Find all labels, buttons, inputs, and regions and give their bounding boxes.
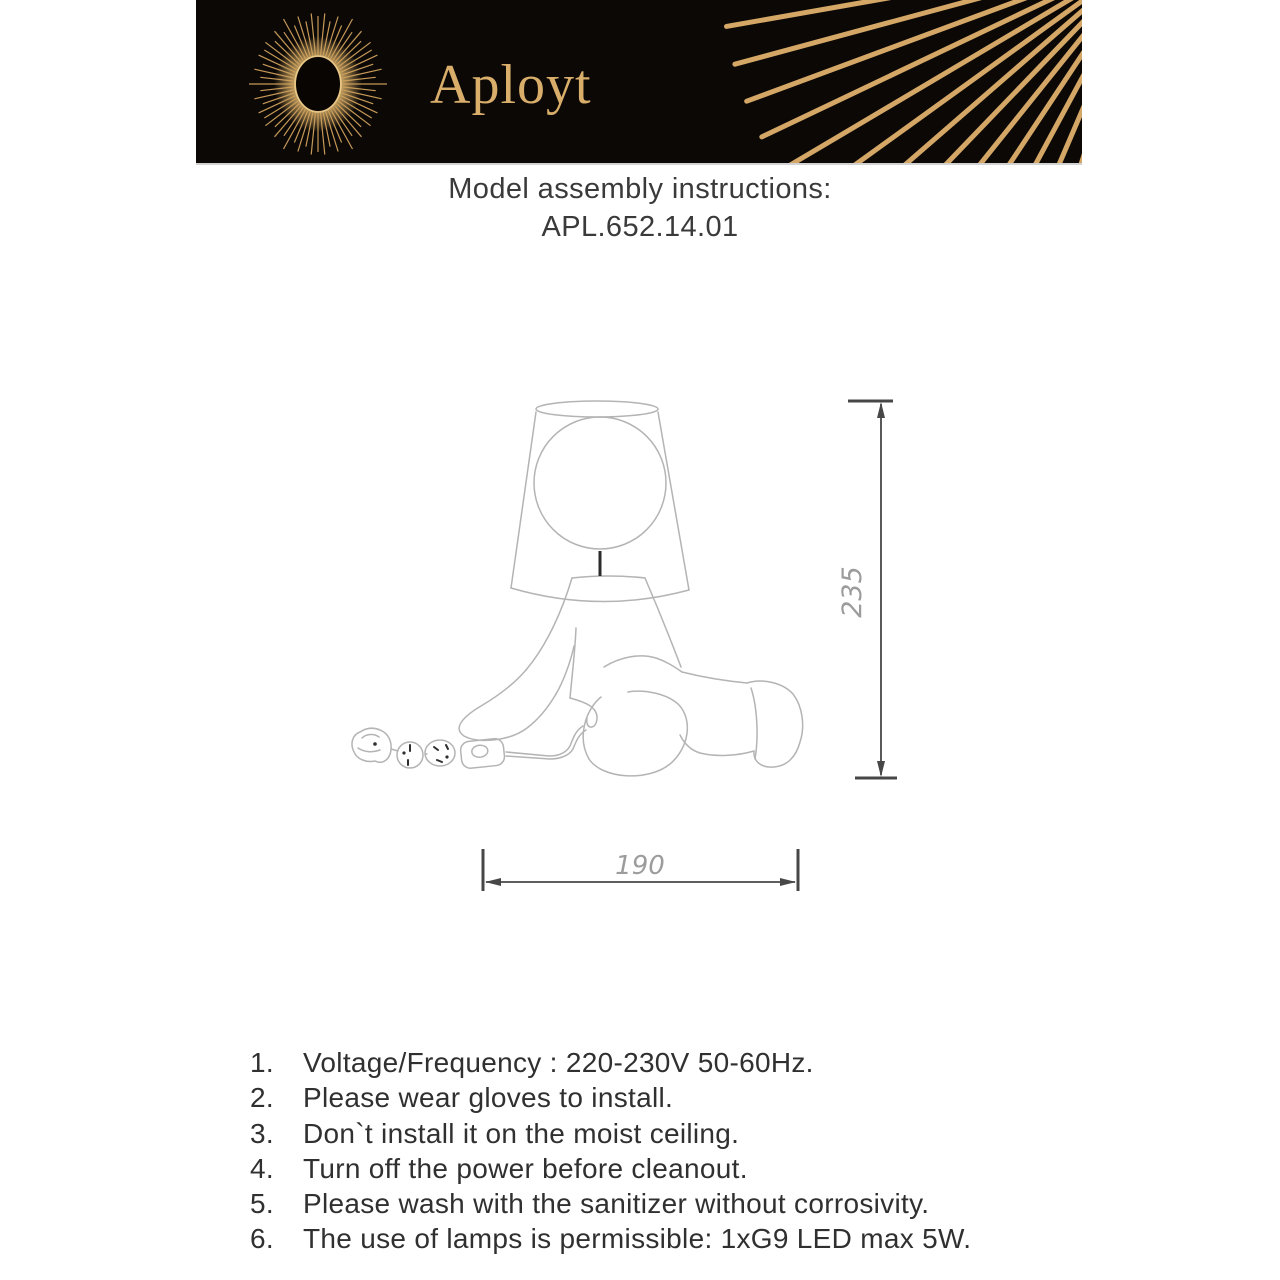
width-dimension-label: 190 <box>615 851 665 881</box>
item-number: 4. <box>250 1152 274 1184</box>
left-leg-foot <box>459 670 556 740</box>
list-item <box>250 1221 1150 1256</box>
banner-graphic <box>196 0 1082 163</box>
boot-heel-line <box>751 688 757 759</box>
body-right-side <box>645 578 681 667</box>
item-number: 3. <box>250 1117 274 1149</box>
item-number: 2. <box>250 1082 274 1114</box>
lamp-figure-outline <box>352 401 803 776</box>
list-item <box>250 1080 1150 1115</box>
title-block <box>0 170 1280 246</box>
item-text: Please wear gloves to install. <box>303 1082 674 1114</box>
body-shoulder <box>572 576 645 578</box>
head-circle <box>534 417 666 549</box>
instruction-list <box>250 1045 1150 1257</box>
plug-detail-1 <box>362 734 379 738</box>
body-left-side <box>526 578 572 670</box>
cord-line-b <box>506 730 586 759</box>
brand-wordmark: Aployt <box>430 54 592 116</box>
item-number: 5. <box>250 1188 274 1220</box>
wall-plug <box>352 728 391 762</box>
shade-top-rim <box>536 401 658 417</box>
hand-curl <box>570 698 597 727</box>
item-number: 6. <box>250 1223 274 1255</box>
inline-switch <box>460 738 506 769</box>
list-item <box>250 1151 1150 1186</box>
torso-center-line <box>570 628 576 698</box>
item-text: Don`t install it on the moist ceiling. <box>303 1117 740 1149</box>
item-text: Please wash with the sanitizer without corrosivity. <box>303 1188 930 1220</box>
model-number: APL.652.14.01 <box>541 211 739 243</box>
list-item <box>250 1116 1150 1151</box>
page-title: Model assembly instructions: <box>448 173 832 205</box>
right-leg-top <box>682 672 747 683</box>
list-item <box>250 1045 1150 1080</box>
item-number: 1. <box>250 1047 274 1078</box>
front-knee <box>583 691 687 776</box>
technical-drawing <box>340 390 910 900</box>
shade-bottom-rim <box>511 588 689 602</box>
right-thigh-top <box>604 656 682 672</box>
item-text: Voltage/Frequency : 220-230V 50-60Hz. <box>303 1047 814 1078</box>
plug-link <box>391 749 398 751</box>
shade-right-side <box>658 412 689 590</box>
brand-banner <box>196 0 1082 165</box>
shade-left-side <box>511 412 536 588</box>
right-leg-bottom <box>680 735 754 755</box>
lamp-line-drawing <box>340 390 910 900</box>
plug-detail-2 <box>358 748 380 752</box>
item-text: Turn off the power before cleanout. <box>303 1152 748 1184</box>
list-item <box>250 1186 1150 1221</box>
dimension-lines <box>483 401 897 891</box>
height-dimension-label: 235 <box>837 566 868 618</box>
item-text: The use of lamps is permissible: 1xG9 LED max 5W. <box>303 1223 972 1255</box>
